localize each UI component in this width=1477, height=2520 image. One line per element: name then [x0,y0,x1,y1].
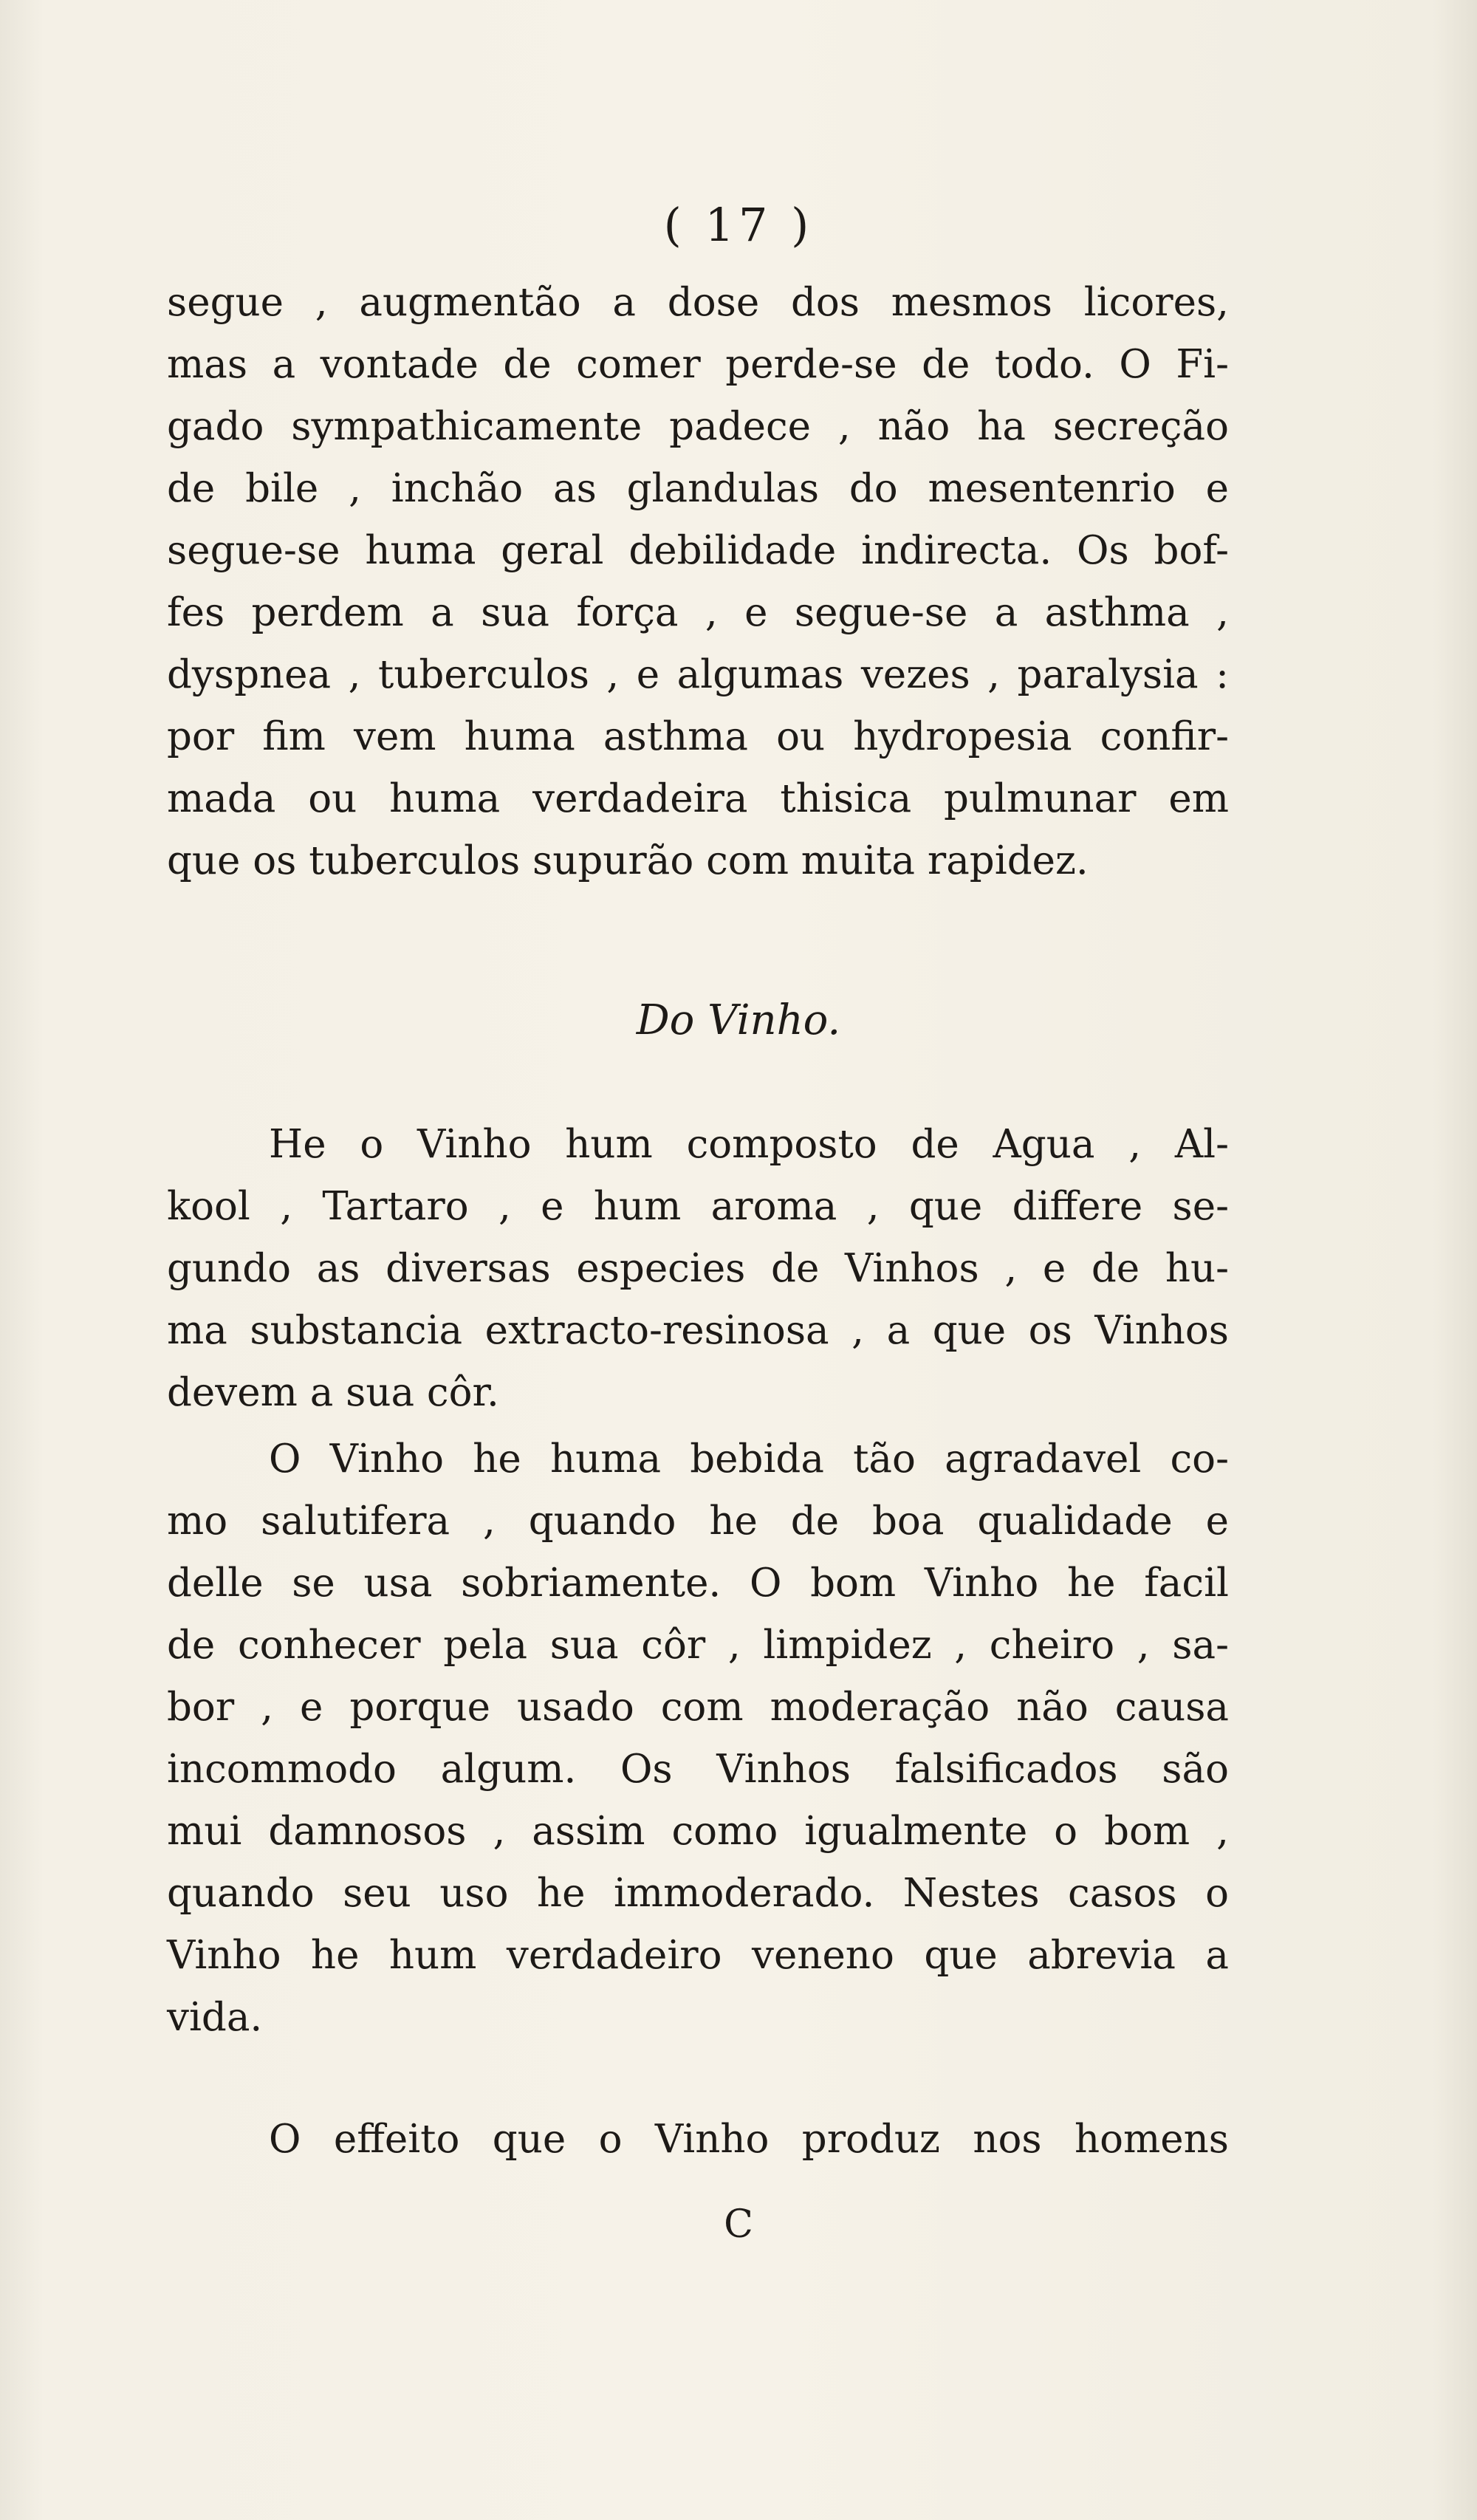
text-line: por fim vem huma asthma ou hydropesia confir- [167,714,1229,759]
text-line: segue , augmentão a dose dos mesmos licores, [167,280,1229,325]
text-line: devem a sua côr. [167,1370,499,1415]
paragraph-wine-composition [167,1114,1229,1424]
text-line: O Vinho he huma bebida tão agradavel co- [269,1437,1229,1482]
paragraph-wine-quality [167,1428,1229,2049]
text-line: de conhecer pela sua côr , limpidez , cheiro , sa- [167,1623,1229,1668]
paragraph-wine-effect [167,2109,1229,2171]
text-line: de bile , inchão as glandulas do mesentenrio e [167,466,1229,511]
paragraph-continued [167,272,1229,892]
text-line: que os tuberculos supurão com muita rapidez. [167,838,1089,883]
text-line: He o Vinho hum composto de Agua , Al- [269,1122,1229,1167]
text-line: gado sympathicamente padece , não ha secreção [167,404,1229,449]
text-line: gundo as diversas especies de Vinhos , e de hu- [167,1246,1229,1291]
text-line: vida. [167,1995,263,2040]
text-line: O effeito que o Vinho produz nos homens [269,2117,1229,2162]
text-line: mada ou huma verdadeira thisica pulmunar em [167,776,1229,821]
text-line: incommodo algum. Os Vinhos falsificados são [167,1747,1229,1792]
text-line: fes perdem a sua força , e segue-se a asthma , [167,590,1229,635]
text-line: dyspnea , tuberculos , e algumas vezes , paralysia : [167,652,1229,697]
section-heading: Do Vinho. [636,996,841,1044]
text-line: mo salutifera , quando he de boa qualidade e [167,1499,1229,1544]
signature-mark: C [724,2202,753,2247]
text-line: Vinho he hum verdadeiro veneno que abrevia a [167,1933,1229,1978]
text-line: mas a vontade de comer perde-se de todo. O Fi- [167,342,1229,387]
text-line: kool , Tartaro , e hum aroma , que differe se- [167,1184,1229,1229]
text-line: segue-se huma geral debilidade indirecta. Os bof- [167,528,1229,573]
page-number: ( 17 ) [663,198,814,252]
text-line: quando seu uso he immoderado. Nestes casos o [167,1871,1229,1916]
text-line: mui damnosos , assim como igualmente o bom , [167,1809,1229,1854]
text-line: ma substancia extracto-resinosa , a que os Vinhos [167,1308,1229,1353]
text-line: delle se usa sobriamente. O bom Vinho he facil [167,1561,1229,1606]
text-line: bor , e porque usado com moderação não causa [167,1685,1229,1730]
